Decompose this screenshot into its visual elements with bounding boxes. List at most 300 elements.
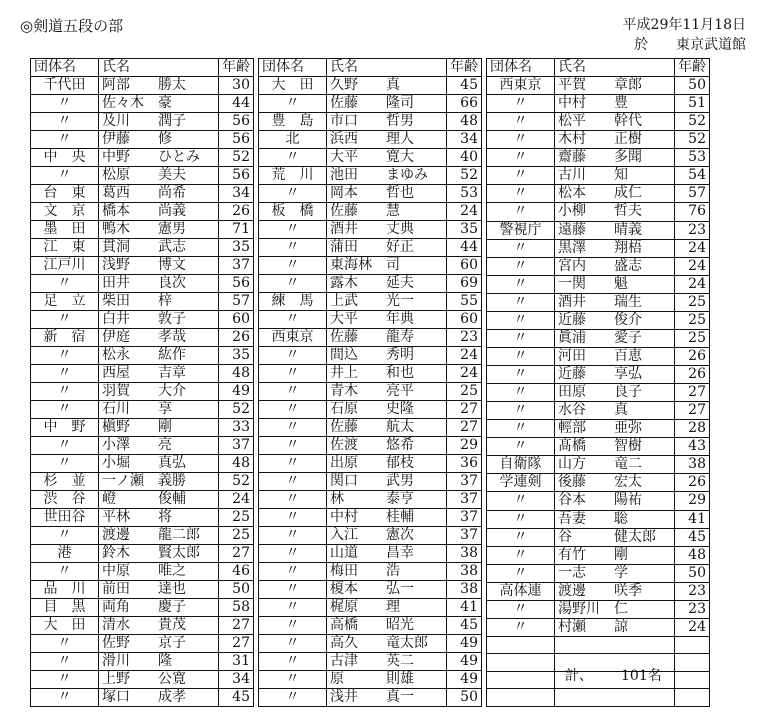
name-cell: 古川 知 (555, 167, 675, 185)
name-cell: 塚口 成孝 (99, 689, 219, 707)
org-cell: 〃 (487, 366, 555, 384)
table-row (31, 275, 254, 293)
age-cell: 53 (675, 149, 710, 167)
roster-table-2 (258, 58, 482, 707)
age-cell: 27 (219, 545, 254, 563)
table-row (487, 293, 710, 311)
name-cell: 佐野 京子 (99, 635, 219, 653)
age-cell: 38 (447, 563, 482, 581)
name-cell: 石原 史隆 (327, 401, 447, 419)
org-cell: 〃 (487, 438, 555, 456)
column-header-org: 団体名 (487, 59, 555, 77)
org-cell: 〃 (259, 491, 327, 509)
age-cell: 48 (219, 455, 254, 473)
name-cell: 佐藤 龍寿 (327, 329, 447, 347)
age-cell: 49 (447, 671, 482, 689)
name-cell: 小堀 真弘 (99, 455, 219, 473)
org-cell: 〃 (259, 311, 327, 329)
name-cell: 一関 魁 (555, 275, 675, 293)
age-cell: 53 (447, 185, 482, 203)
age-cell: 31 (219, 653, 254, 671)
table-row (31, 419, 254, 437)
age-cell: 52 (219, 149, 254, 167)
org-cell: 〃 (259, 149, 327, 167)
table-row (31, 329, 254, 347)
age-cell: 43 (675, 438, 710, 456)
name-cell: 中野 ひとみ (99, 149, 219, 167)
name-cell: 上武 光一 (327, 293, 447, 311)
age-cell: 52 (219, 473, 254, 491)
name-cell: 一ノ瀬 義勝 (99, 473, 219, 491)
name-cell: 佐渡 悠希 (327, 437, 447, 455)
table-row (31, 401, 254, 419)
name-cell: 及川 潤子 (99, 113, 219, 131)
org-cell (487, 671, 555, 689)
table-row (259, 599, 482, 617)
org-cell: 〃 (31, 671, 99, 689)
age-cell: 25 (219, 509, 254, 527)
name-cell: 梶原 理 (327, 599, 447, 617)
table-row (259, 347, 482, 365)
name-cell: 柴田 梓 (99, 293, 219, 311)
age-cell: 27 (675, 402, 710, 420)
org-cell: 〃 (487, 185, 555, 203)
table-row (259, 419, 482, 437)
age-cell: 50 (675, 77, 710, 95)
name-cell: 酒井 瑞生 (555, 293, 675, 311)
table-row (487, 636, 710, 654)
name-cell: 大平 年典 (327, 311, 447, 329)
table-row (259, 473, 482, 491)
org-cell: 江戸川 (31, 257, 99, 275)
name-cell: 槇野 剛 (99, 419, 219, 437)
age-cell: 56 (219, 275, 254, 293)
table-row (259, 203, 482, 221)
age-cell: 60 (447, 311, 482, 329)
age-cell: 45 (675, 528, 710, 546)
name-cell: 近藤 享弘 (555, 366, 675, 384)
org-cell (487, 689, 555, 707)
org-cell: 警視庁 (487, 221, 555, 239)
name-cell: 羽賀 大介 (99, 383, 219, 401)
table-row (31, 293, 254, 311)
table-row (487, 347, 710, 365)
table-row (31, 347, 254, 365)
table-row (259, 257, 482, 275)
name-cell: 露木 延夫 (327, 275, 447, 293)
name-cell: 渡邊 咲季 (555, 582, 675, 600)
name-cell: 蒲田 好正 (327, 239, 447, 257)
org-cell: 〃 (31, 131, 99, 149)
name-cell: 佐藤 航太 (327, 419, 447, 437)
table-row (259, 221, 482, 239)
name-cell: 上野 公寛 (99, 671, 219, 689)
org-cell: 〃 (259, 257, 327, 275)
name-cell: 貫洞 武志 (99, 239, 219, 257)
name-cell: 平賀 章郎 (555, 77, 675, 95)
table-row (487, 618, 710, 636)
age-cell: 24 (675, 275, 710, 293)
age-cell: 49 (447, 653, 482, 671)
table-row (487, 167, 710, 185)
table-row (259, 311, 482, 329)
name-cell: 近藤 俊介 (555, 311, 675, 329)
age-cell: 56 (219, 113, 254, 131)
table-row (259, 455, 482, 473)
age-cell: 26 (219, 203, 254, 221)
age-cell (675, 654, 710, 672)
org-cell: 〃 (259, 401, 327, 419)
org-cell: 〃 (487, 564, 555, 582)
roster-tables (30, 58, 710, 707)
name-cell: 宮内 盛志 (555, 257, 675, 275)
age-cell: 24 (447, 347, 482, 365)
table-row (487, 77, 710, 95)
name-cell: 渡邊 龍二郎 (99, 527, 219, 545)
name-cell: 榎本 弘一 (327, 581, 447, 599)
name-cell (555, 636, 675, 654)
roster-table-1 (30, 58, 254, 707)
table-row (487, 203, 710, 221)
table-row (31, 437, 254, 455)
name-cell: 佐藤 隆司 (327, 95, 447, 113)
table-row (487, 329, 710, 347)
table-row (31, 203, 254, 221)
total-label: 計、 (565, 668, 593, 684)
name-cell: 齋藤 多聞 (555, 149, 675, 167)
org-cell: 〃 (259, 437, 327, 455)
age-cell: 27 (675, 384, 710, 402)
name-cell: 松本 成仁 (555, 185, 675, 203)
name-cell: 青木 亮平 (327, 383, 447, 401)
table-row (259, 437, 482, 455)
org-cell: 〃 (259, 599, 327, 617)
name-cell: 高橋 昭光 (327, 617, 447, 635)
name-cell: 中村 豊 (555, 95, 675, 113)
org-cell: 〃 (487, 546, 555, 564)
table-row (31, 509, 254, 527)
age-cell: 29 (675, 492, 710, 510)
table-row (487, 456, 710, 474)
age-cell: 71 (219, 221, 254, 239)
table-row (487, 689, 710, 707)
org-cell: 〃 (259, 365, 327, 383)
name-cell: 鈴木 賢太郎 (99, 545, 219, 563)
table-row (31, 653, 254, 671)
table-row (31, 365, 254, 383)
name-cell: 両角 慶子 (99, 599, 219, 617)
table-row (487, 149, 710, 167)
age-cell: 37 (447, 527, 482, 545)
org-cell: 江 東 (31, 239, 99, 257)
org-cell: 〃 (31, 653, 99, 671)
table-row (31, 491, 254, 509)
name-cell: 中村 桂輔 (327, 509, 447, 527)
org-cell: 〃 (487, 275, 555, 293)
table-row (31, 113, 254, 131)
page-title: ◎剣道五段の部 (20, 17, 124, 35)
name-cell: 中原 唯之 (99, 563, 219, 581)
name-cell: 岡本 哲也 (327, 185, 447, 203)
table-row (259, 95, 482, 113)
age-cell: 24 (447, 203, 482, 221)
name-cell: 平林 将 (99, 509, 219, 527)
age-cell: 50 (447, 689, 482, 707)
org-cell: 〃 (259, 509, 327, 527)
age-cell: 37 (219, 437, 254, 455)
age-cell: 23 (675, 221, 710, 239)
name-cell: 東海林 司 (327, 257, 447, 275)
venue-name: 東京武道館 (676, 37, 746, 53)
age-cell: 28 (675, 420, 710, 438)
column-header-name: 氏名 (327, 59, 447, 77)
name-cell: 入江 憲次 (327, 527, 447, 545)
org-cell: 〃 (487, 149, 555, 167)
org-cell: 中 央 (31, 149, 99, 167)
age-cell: 24 (219, 491, 254, 509)
table-row (487, 420, 710, 438)
table-row (259, 239, 482, 257)
age-cell: 27 (447, 401, 482, 419)
age-cell: 24 (675, 239, 710, 257)
org-cell: 〃 (259, 383, 327, 401)
table-row (487, 474, 710, 492)
table-row (487, 582, 710, 600)
org-cell: 大 田 (31, 617, 99, 635)
age-cell: 37 (219, 257, 254, 275)
name-cell: 西屋 吉章 (99, 365, 219, 383)
org-cell: 品 川 (31, 581, 99, 599)
org-cell: 〃 (487, 492, 555, 510)
name-cell: 谷本 陽祐 (555, 492, 675, 510)
header-row (259, 59, 482, 77)
table-row (259, 635, 482, 653)
age-cell: 50 (675, 564, 710, 582)
name-cell: 古津 英二 (327, 653, 447, 671)
name-cell: 嶝 俊輔 (99, 491, 219, 509)
event-info (623, 15, 746, 55)
table-row (259, 113, 482, 131)
table-row (259, 275, 482, 293)
age-cell: 25 (675, 311, 710, 329)
org-cell: 西東京 (259, 329, 327, 347)
org-cell: 〃 (31, 347, 99, 365)
age-cell: 34 (219, 671, 254, 689)
name-cell: 山道 昌幸 (327, 545, 447, 563)
name-cell: 酒井 丈典 (327, 221, 447, 239)
name-cell: 後藤 宏太 (555, 474, 675, 492)
org-cell: 〃 (259, 473, 327, 491)
name-cell: 伊庭 孝哉 (99, 329, 219, 347)
table-row (31, 383, 254, 401)
table-row (31, 527, 254, 545)
org-cell: 北 (259, 131, 327, 149)
total-count (565, 665, 662, 685)
org-cell: 〃 (259, 635, 327, 653)
age-cell: 50 (219, 581, 254, 599)
table-row (259, 563, 482, 581)
age-cell: 25 (219, 527, 254, 545)
age-cell: 57 (219, 293, 254, 311)
age-cell: 48 (219, 365, 254, 383)
org-cell: 〃 (31, 311, 99, 329)
name-cell: 松平 幹代 (555, 113, 675, 131)
org-cell: 〃 (259, 617, 327, 635)
name-cell: 池田 まゆみ (327, 167, 447, 185)
table-row (31, 257, 254, 275)
name-cell: 井上 和也 (327, 365, 447, 383)
org-cell: 〃 (31, 455, 99, 473)
org-cell: 荒 川 (259, 167, 327, 185)
age-cell: 60 (219, 311, 254, 329)
name-cell: 佐々木 豪 (99, 95, 219, 113)
org-cell (487, 654, 555, 672)
table-row (259, 383, 482, 401)
table-row (31, 77, 254, 95)
name-cell: 浅井 真一 (327, 689, 447, 707)
table-row (31, 635, 254, 653)
org-cell: 台 東 (31, 185, 99, 203)
age-cell: 35 (219, 239, 254, 257)
table-row (259, 581, 482, 599)
name-cell: 一志 学 (555, 564, 675, 582)
venue-line (623, 35, 746, 55)
name-cell: 田井 良次 (99, 275, 219, 293)
name-cell: 田原 良子 (555, 384, 675, 402)
org-cell: 〃 (259, 653, 327, 671)
age-cell: 33 (219, 419, 254, 437)
age-cell: 44 (447, 239, 482, 257)
header-row (487, 59, 710, 77)
age-cell: 35 (219, 347, 254, 365)
table-row (31, 167, 254, 185)
name-cell: 松永 紘作 (99, 347, 219, 365)
name-cell: 阿部 勝太 (99, 77, 219, 95)
org-cell: 渋 谷 (31, 491, 99, 509)
name-cell: 白井 敦子 (99, 311, 219, 329)
age-cell: 29 (447, 437, 482, 455)
age-cell: 76 (675, 203, 710, 221)
name-cell: 浅野 博文 (99, 257, 219, 275)
table-row (259, 653, 482, 671)
table-row (31, 545, 254, 563)
age-cell (675, 671, 710, 689)
total-value: 101名 (621, 668, 662, 684)
table-row (487, 438, 710, 456)
org-cell: 〃 (31, 401, 99, 419)
table-row (31, 599, 254, 617)
org-cell: 〃 (487, 113, 555, 131)
table-row (487, 131, 710, 149)
age-cell: 52 (447, 167, 482, 185)
age-cell: 69 (447, 275, 482, 293)
name-cell: 梅田 浩 (327, 563, 447, 581)
age-cell: 26 (675, 366, 710, 384)
table-row (259, 545, 482, 563)
table-row (31, 563, 254, 581)
org-cell: 〃 (259, 239, 327, 257)
age-cell: 48 (675, 546, 710, 564)
age-cell: 24 (447, 365, 482, 383)
org-cell: 〃 (487, 600, 555, 618)
name-cell: 吾妻 聡 (555, 510, 675, 528)
table-row (31, 185, 254, 203)
name-cell: 出原 郁枝 (327, 455, 447, 473)
org-cell: 〃 (31, 635, 99, 653)
age-cell: 40 (447, 149, 482, 167)
table-row (259, 167, 482, 185)
age-cell: 25 (447, 383, 482, 401)
table-row (487, 185, 710, 203)
age-cell: 51 (675, 95, 710, 113)
org-cell: 杉 並 (31, 473, 99, 491)
column-header-age: 年齢 (675, 59, 710, 77)
age-cell: 48 (447, 113, 482, 131)
age-cell: 38 (675, 456, 710, 474)
age-cell (675, 636, 710, 654)
org-cell: 〃 (31, 689, 99, 707)
org-cell: 自衛隊 (487, 456, 555, 474)
age-cell (675, 689, 710, 707)
table-row (259, 509, 482, 527)
column-header-org: 団体名 (259, 59, 327, 77)
age-cell: 66 (447, 95, 482, 113)
age-cell: 45 (447, 77, 482, 95)
table-row (487, 546, 710, 564)
name-cell: 前田 達也 (99, 581, 219, 599)
age-cell: 38 (447, 545, 482, 563)
age-cell: 52 (675, 131, 710, 149)
age-cell: 26 (675, 347, 710, 365)
name-cell: 久野 真 (327, 77, 447, 95)
org-cell: 〃 (259, 545, 327, 563)
table-row (31, 221, 254, 239)
name-cell: 水谷 真 (555, 402, 675, 420)
column-header-age: 年齢 (447, 59, 482, 77)
age-cell: 58 (219, 599, 254, 617)
name-cell: 伊藤 修 (99, 131, 219, 149)
org-cell: 〃 (259, 275, 327, 293)
table-row (31, 671, 254, 689)
table-row (259, 527, 482, 545)
org-cell: 〃 (487, 203, 555, 221)
age-cell: 52 (219, 401, 254, 419)
org-cell: 墨 田 (31, 221, 99, 239)
table-row (259, 401, 482, 419)
age-cell: 56 (219, 167, 254, 185)
name-cell: 葛西 尚希 (99, 185, 219, 203)
table-row (487, 600, 710, 618)
age-cell: 37 (447, 491, 482, 509)
org-cell: 〃 (31, 563, 99, 581)
org-cell: 中 野 (31, 419, 99, 437)
table-row (31, 95, 254, 113)
org-cell: 〃 (487, 257, 555, 275)
name-cell: 橋本 尚義 (99, 203, 219, 221)
event-date: 平成29年11月18日 (622, 17, 746, 33)
name-cell: 浜西 理人 (327, 131, 447, 149)
age-cell: 26 (219, 329, 254, 347)
header-row (31, 59, 254, 77)
org-cell: 〃 (259, 419, 327, 437)
org-cell: 新 宿 (31, 329, 99, 347)
name-cell: 輕部 亜弥 (555, 420, 675, 438)
org-cell: 千代田 (31, 77, 99, 95)
age-cell: 38 (447, 581, 482, 599)
name-cell: 原 則雄 (327, 671, 447, 689)
name-cell: 谷 健太郎 (555, 528, 675, 546)
column-header-age: 年齢 (219, 59, 254, 77)
